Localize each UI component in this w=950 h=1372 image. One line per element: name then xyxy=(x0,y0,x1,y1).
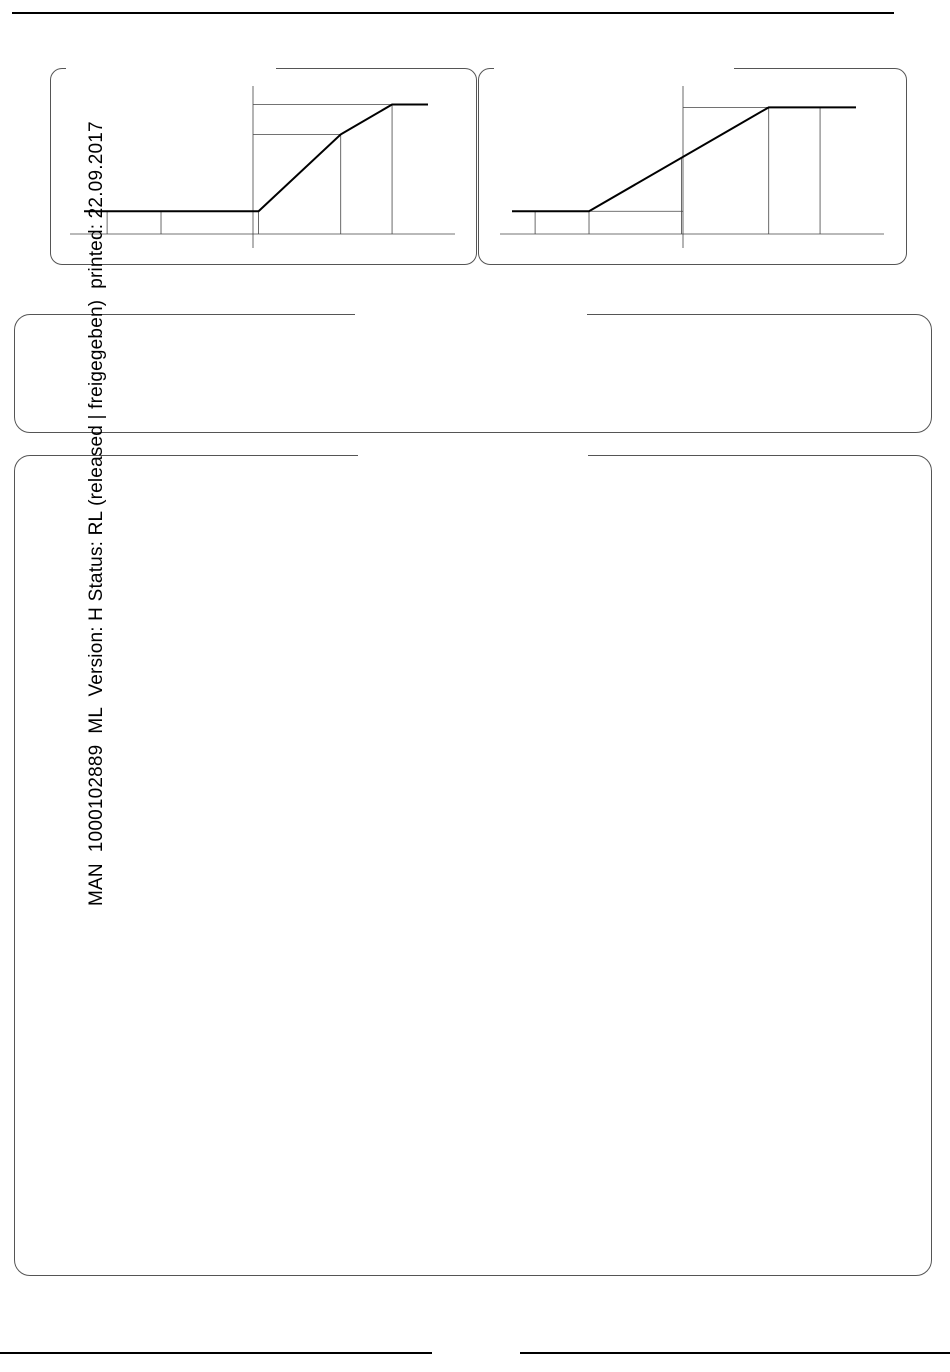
print-status-watermark: MAN 1000102889 ML Version: H Status: RL (released | freigegeben) printed: 22.09.2017 xyxy=(86,121,107,906)
footer-rule-left xyxy=(0,1352,432,1354)
characteristic-curve-2 xyxy=(512,107,856,211)
characteristic-curve-1 xyxy=(84,105,428,212)
footer-rule-right xyxy=(520,1352,950,1354)
